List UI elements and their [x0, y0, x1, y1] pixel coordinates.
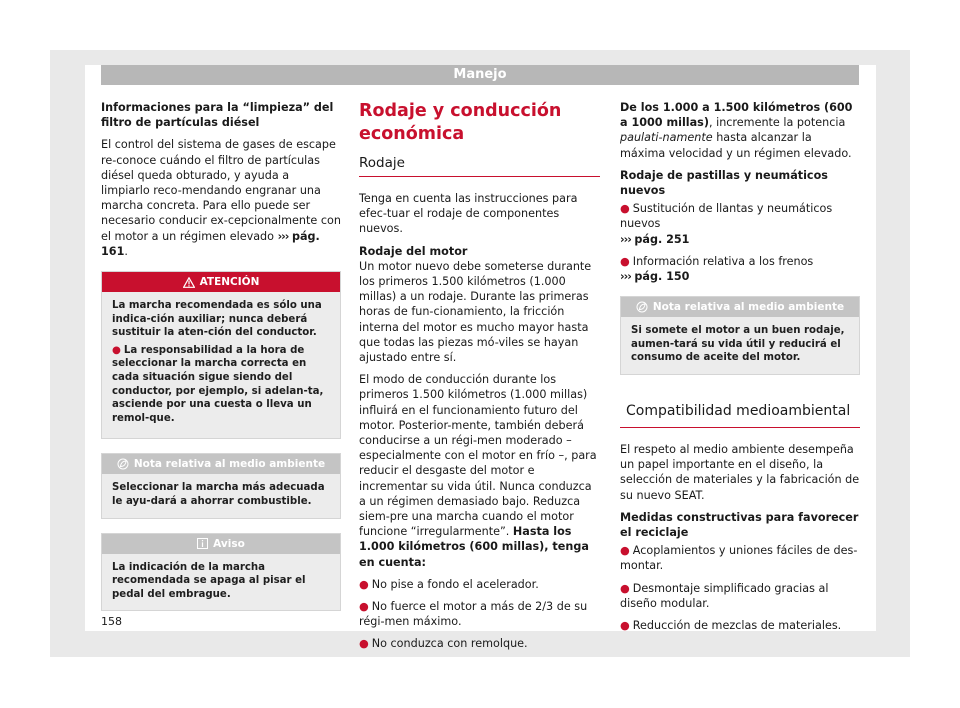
bullet-icon: ●: [112, 344, 121, 356]
measures-heading: Medidas constructivas para favorecer el reciclaje: [620, 510, 859, 540]
mode-paragraph: El modo de conducción durante los primeros 1.500 kilómetros (1.000 millas) influirá en el funcionamiento futuro del motor. Posterior-mente, también deberá conducirse a un régi-men moderado – especialmente con el motor en frío –, para reducir el desgaste del motor e incrementar su vida útil. Nunca conduzca a un régimen demasiado bajo. Reduzca siem-pre una marcha cuando el motor funcione “irregularmente”. Hasta los 1.000 kilómetros (600 millas), tenga en cuenta:: [359, 373, 597, 569]
page-ref-link[interactable]: pág. 251: [634, 232, 690, 246]
env-note-box: [101, 453, 341, 518]
aviso-header: Aviso: [102, 534, 340, 554]
list-item: ● No fuerce el motor a más de 2/3 de su régi-men máximo.: [359, 600, 588, 629]
bullet-icon: ●: [359, 600, 369, 614]
env-note-box: [620, 296, 860, 375]
intro-paragraph: Tenga en cuenta las instrucciones para efec-tuar el rodaje de componentes nuevos.: [359, 192, 578, 236]
dpf-heading: Informaciones para la “limpieza” del filtro de partículas diésel: [101, 101, 334, 130]
pads-heading: Rodaje de pastillas y neumáticos nuevos: [620, 168, 828, 198]
info-icon: [197, 538, 208, 549]
warning-text: La marcha recomendada es sólo una indica-ción auxiliar; nunca deberá sustituir la aten-ción del conductor.: [112, 300, 322, 339]
list-item: ● No conduzca con remolque.: [359, 637, 528, 651]
env-paragraph: El respeto al medio ambiente desempeña un papel importante en el diseño, la selección de materiales y la fabricación de su nuevo SEAT.: [620, 443, 860, 502]
subsection-title: Rodaje: [359, 155, 405, 171]
page-number: 158: [101, 615, 122, 628]
bullet-icon: ●: [620, 581, 630, 595]
section-title-rodaje: Rodaje y conducción económica: [359, 101, 562, 144]
bullet-icon: ●: [359, 577, 369, 591]
warning-triangle-icon: [183, 277, 195, 288]
bullet-icon: ●: [359, 637, 369, 651]
dpf-paragraph: El control del sistema de gases de escape re-conoce cuándo el filtro de partículas diésel queda obturado, y ayuda a limpiarlo reco-mendando engranar una marcha concreta. Para ello puede ser necesario conducir ex-cepcionalmente con el motor a un régimen elevado ››› pág. 161.: [101, 138, 341, 258]
breakin-paragraph: De los 1.000 a 1.500 kilómetros (600 a 1000 millas), incremente la potencia paulati-namente hasta alcanzar la máxima velocidad y un régimen elevado.: [620, 101, 853, 160]
ref-arrow-icon: ›››: [620, 232, 631, 246]
list-item: ● Reducción de mezclas de materiales.: [620, 619, 842, 633]
engine-paragraph: Un motor nuevo debe someterse durante los primeros 1.500 kilómetros (1.000 millas) a un rodaje. Durante las primeras horas de fun-cionamiento, la fricción interna del motor es mucho mayor hasta que todas las piezas mó-viles se hayan ajustado entre sí.: [359, 259, 592, 365]
leaf-icon: [636, 301, 648, 313]
env-note-text: Seleccionar la marcha más adecuada le ayu-dará a ahorrar combustible.: [112, 482, 325, 507]
aviso-text: La indicación de la marcha recomendada se apaga al pisar el pedal del embrague.: [112, 561, 306, 600]
engine-heading: Rodaje del motor: [359, 244, 468, 258]
env-note-header: Nota relativa al medio ambiente: [621, 297, 859, 317]
aviso-box: [101, 533, 341, 612]
section-header-wrap: [620, 399, 860, 428]
ref-arrow-icon: ›››: [277, 229, 289, 243]
page-ref-link[interactable]: pág. 150: [634, 270, 690, 284]
section-title-compatibilidad: Compatibilidad medioambiental: [626, 403, 851, 420]
column-right: [620, 100, 860, 640]
page-ref-link[interactable]: pág. 161: [101, 229, 320, 258]
chapter-header: Manejo: [101, 65, 859, 85]
list-item: ● Desmontaje simplificado gracias al diseño modular.: [620, 581, 829, 610]
column-left: [101, 100, 341, 611]
title-divider: [359, 176, 600, 177]
bullet-icon: ●: [620, 619, 630, 633]
warning-box: [101, 271, 341, 439]
list-item: ● Sustitución de llantas y neumáticos nuevos ››› pág. 251: [620, 202, 833, 246]
title-divider: [620, 427, 860, 428]
ref-arrow-icon: ›››: [620, 270, 631, 284]
env-note-text: Si somete el motor a un buen rodaje, aumen-tará su vida útil y reducirá el consumo de aceite del motor.: [631, 325, 845, 364]
list-item: ● No pise a fondo el acelerador.: [359, 577, 539, 591]
warning-bullet: ● La responsabilidad a la hora de seleccionar la marcha correcta en cada situación sigue siendo del conductor, por ejemplo, si adelan-ta, asciende por una cuesta o lleva un remol-que.: [112, 344, 324, 424]
env-note-header: Nota relativa al medio ambiente: [102, 454, 340, 474]
bullet-icon: ●: [620, 202, 630, 216]
bullet-icon: ●: [620, 544, 630, 558]
list-item: ● Información relativa a los frenos ››› pág. 150: [620, 254, 814, 284]
warning-body: [102, 292, 340, 438]
bullet-icon: ●: [620, 254, 630, 268]
list-item: ● Acoplamientos y uniones fáciles de des-montar.: [620, 544, 858, 573]
column-middle: [359, 100, 600, 659]
leaf-icon: [117, 458, 129, 470]
warning-header: ATENCIÓN: [102, 272, 340, 292]
